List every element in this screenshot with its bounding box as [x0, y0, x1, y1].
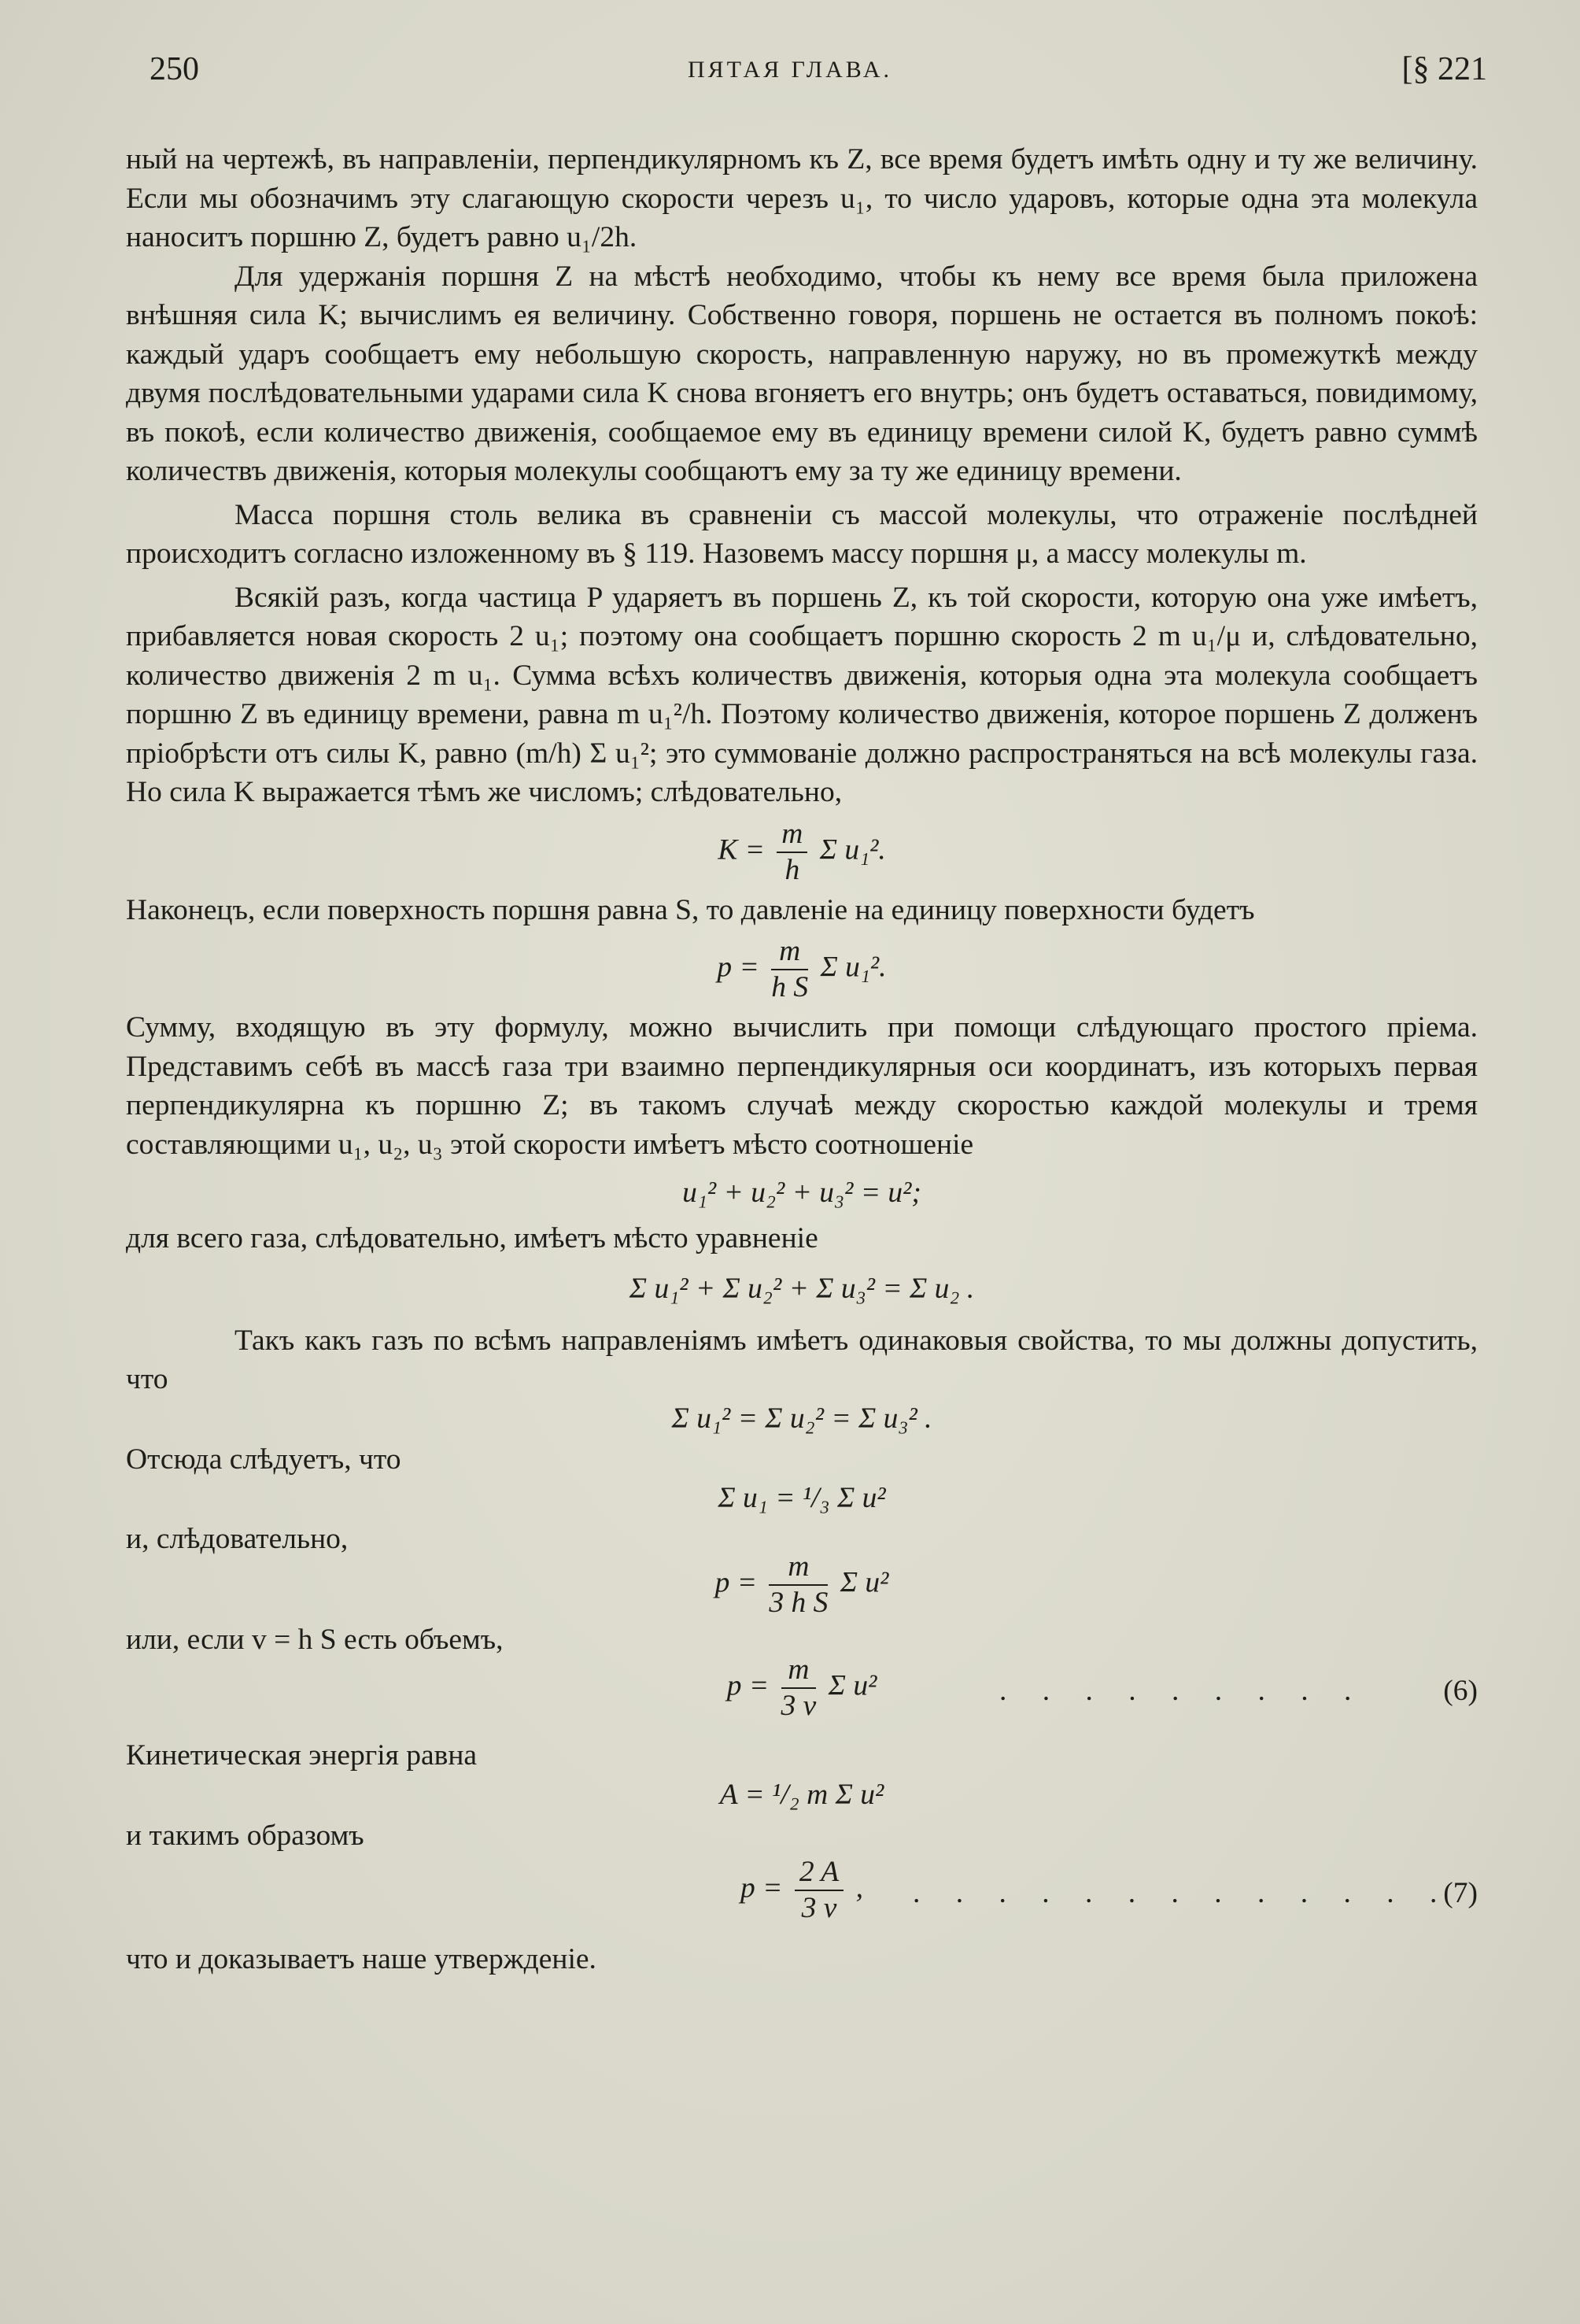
paragraph: и такимъ образомъ [126, 1819, 364, 1852]
leader-dots: . . . . . . . . . [999, 1675, 1366, 1707]
paragraph: Такъ какъ газъ по всѣмъ направленіямъ имѣетъ одинаковыя свойства, то мы должны допустить, что [126, 1324, 1478, 1395]
equation-equal-sums: Σ u₁² = Σ u₂² = Σ u₃² . [671, 1402, 932, 1435]
equation-components: u₁² + u₂² + u₃² = u²; [682, 1177, 921, 1209]
paragraph: для всего газа, слѣдовательно, имѣетъ мѣсто уравненіе [126, 1222, 818, 1254]
paragraph: Для удержанія поршня Z на мѣстѣ необходимо, чтобы къ нему все время была приложена внѣшняя сила K; вычислимъ ея величину. Собственно говоря, поршень не остается въ полномъ покоѣ: каждый ударъ сообщаетъ ему небольшую скорость, направленную наружу, но въ промежуткѣ между двумя послѣдовательными ударами сила K снова вгоняетъ его внутрь; онъ будетъ оставаться, повидимому, въ покоѣ, если количество движенія, сообщаемое ему въ единицу времени силой K, будетъ равно суммѣ количествъ движенія, которыя молекулы сообщаютъ ему за ту же единицу времени. [126, 260, 1478, 487]
running-head: ПЯТАЯ ГЛАВА. [687, 57, 893, 83]
equation-pressure-2: p = $\frac{m}{\text{3 h S}}$ Σ u² [714, 1550, 889, 1619]
equation-third: Σ u₁ = ¹/₃ Σ u² [718, 1482, 886, 1514]
paragraph: Наконецъ, если поверхность поршня равна S, то давленіе на единицу поверхности будетъ [126, 893, 1255, 926]
section-marker: [§ 221 [1401, 51, 1487, 87]
body-text [126, 140, 1478, 1979]
paragraph: что и доказываетъ наше утвержденіе. [126, 1943, 596, 1975]
equation-force: K = $\frac{m}{h}$ Σ u₁². [718, 817, 886, 886]
equation-pressure-6: p = $\frac{m}{3 v}$ Σ u² . . . . . . . . . (6) [726, 1653, 1478, 1722]
equation-pressure-7: p = $\frac{2 A}{3 v}$ , . . . . . . . . . . . . . (7) [740, 1856, 1478, 1924]
equation-number: (7) [1443, 1877, 1478, 1909]
paragraph: Масса поршня столь велика въ сравненіи съ массой молекулы, что отраженіе послѣдней происходитъ согласно изложенному въ § 119. Назовемъ массу поршня μ, а массу молекулы m. [126, 498, 1478, 570]
equation-sum: Σ u₁² + Σ u₂² + Σ u₃² = Σ u₂ . [629, 1272, 975, 1305]
paragraph: Сумму, входящую въ эту формулу, можно вычислить при помощи слѣдующаго простого пріема. Представимъ себѣ въ массѣ газа три взаимно перпендикулярныя оси координатъ, изъ которыхъ первая перпендикулярна къ поршню Z; въ такомъ случаѣ между скоростью каждой молекулы и тремя составляющими u₁, u₂, u₃ этой скорости имѣетъ мѣсто соотношеніе [126, 1011, 1478, 1161]
equation-number: (6) [1443, 1675, 1478, 1707]
equation-pressure-1: p = $\frac{m}{\text{h S}}$ Σ u₁². [717, 935, 887, 1003]
paragraph: или, если v = h S есть объемъ, [126, 1623, 504, 1656]
paragraph: ный на чертежѣ, въ направленіи, перпендикулярномъ къ Z, все время будетъ имѣть одну и ту же величину. Если мы обозначимъ эту слагающую скорости черезъ u₁, то число ударовъ, которые одна эта молекула наноситъ поршню Z, будетъ равно u₁/2h. [126, 143, 1478, 253]
paragraph: Кинетическая энергія равна [126, 1739, 478, 1772]
paragraph: Отсюда слѣдуетъ, что [126, 1443, 401, 1476]
leader-dots: . . . . . . . . . . . . . [913, 1877, 1452, 1909]
page-number: 250 [150, 51, 199, 87]
paragraph: Всякій разъ, когда частица P ударяетъ въ поршень Z, къ той скорости, которую она уже имѣетъ, прибавляется новая скорость 2 u₁; поэтому она сообщаетъ поршню скорость 2 m u₁/μ и, слѣдовательно, количество движенія 2 m u₁. Сумма всѣхъ количествъ движенія, которыя одна эта молекула сообщаетъ поршню Z въ единицу времени, равна m u₁²/h. Поэтому количество движенія, которое поршень Z долженъ пріобрѣсти отъ силы K, равно (m/h) Σ u₁²; это суммованіе должно распространяться на всѣ молекулы газа. Но сила K выражается тѣмъ же числомъ; слѣдовательно, [126, 581, 1478, 808]
equation-energy: A = ¹/₂ m Σ u² [719, 1778, 884, 1811]
paragraph: и, слѣдовательно, [126, 1523, 349, 1555]
